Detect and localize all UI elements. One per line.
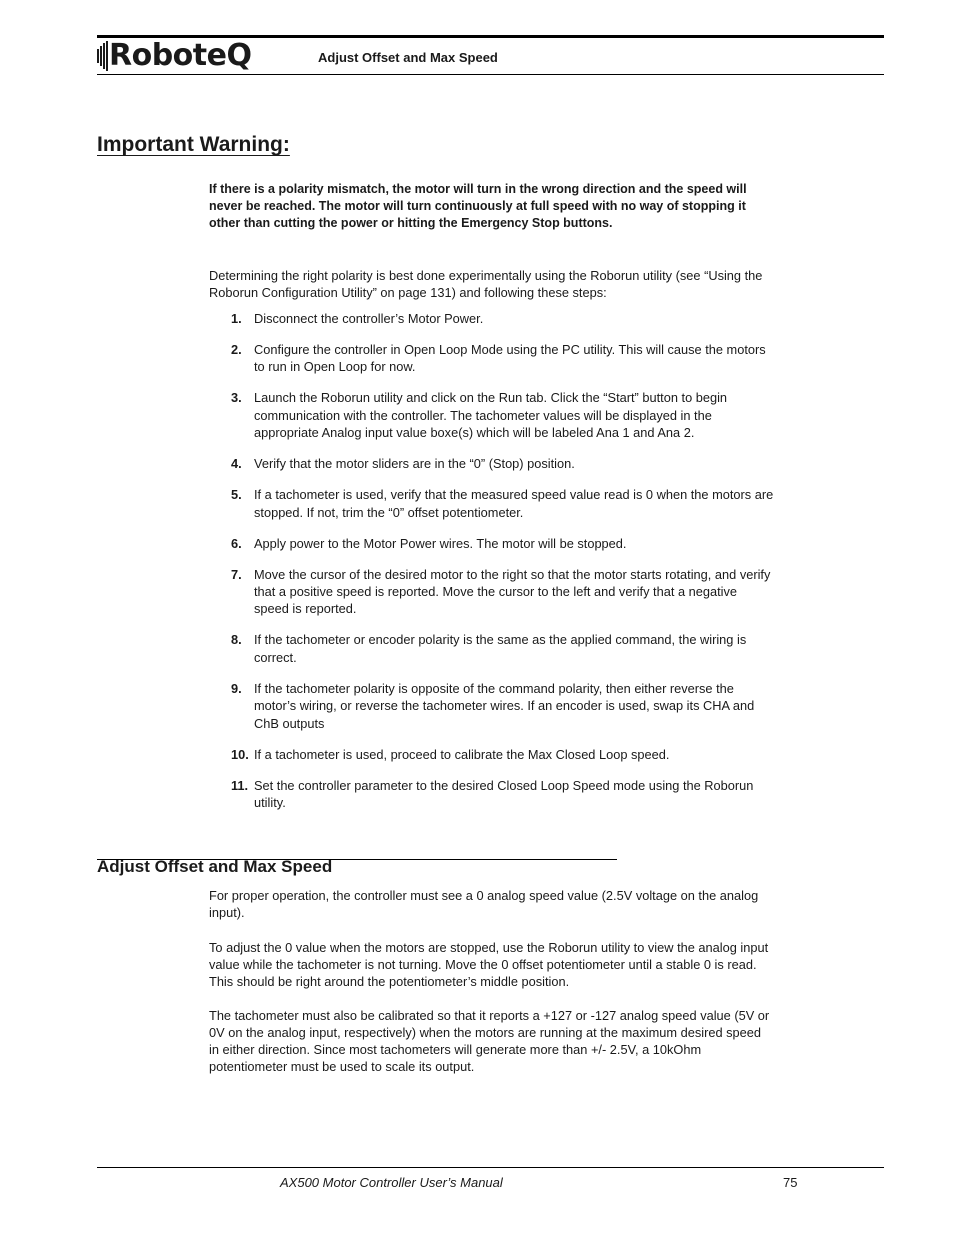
warning-text: If there is a polarity mismatch, the motor will turn in the wrong direction and the speed will never be reached. The motor will turn continuously at full speed with no way of stopping it other than cutting the power or hitting the Emergency Stop buttons. (209, 182, 747, 230)
step-number: 2. (231, 342, 242, 357)
step-text: Configure the controller in Open Loop Mode using the PC utility. This will cause the motors to run in Open Loop for now. (254, 342, 766, 375)
step-text: Move the cursor of the desired motor to the right so that the motor starts rotating, and verify that a positive speed is reported. Move the cursor to the left and verify that a negative speed is reported. (254, 566, 771, 617)
step-number: 5. (231, 487, 242, 503)
footer-manual-title: AX500 Motor Controller User’s Manual (280, 1175, 503, 1190)
footer-rule (97, 1167, 884, 1168)
section-paragraph: The tachometer must also be calibrated so that it reports a +127 or -127 analog speed value (5V or 0V on the analog input, respectively) when the motors are running at the maximum desired speed in either direction. Since most tachometers will generate more than +/- 2.5V, a 10kOhm potentiometer must be used to scale its output. (209, 1008, 770, 1074)
step-number: 7. (231, 566, 242, 582)
logo-bars-icon (97, 41, 108, 71)
list-item (209, 566, 774, 618)
list-item (209, 535, 774, 552)
logo-text: RoboteQ (109, 38, 252, 73)
header-bottom-rule (97, 74, 884, 75)
list-item (209, 389, 774, 441)
list-item (209, 486, 774, 521)
list-item (209, 631, 774, 666)
step-number: 11. (231, 777, 249, 793)
list-item (209, 310, 774, 327)
step-number: 1. (231, 311, 242, 326)
section-heading: Adjust Offset and Max Speed (97, 857, 333, 876)
intro-paragraph: Determining the right polarity is best done experimentally using the Roborun utility (see “Using the Roborun Configuration Utility” on page 131) and following these steps: (209, 268, 763, 300)
list-item (209, 341, 774, 376)
list-item (209, 777, 774, 812)
list-item (209, 680, 774, 732)
list-item (209, 455, 774, 472)
step-text: If a tachometer is used, proceed to calibrate the Max Closed Loop speed. (254, 746, 670, 762)
step-text: Verify that the motor sliders are in the “0” (Stop) position. (254, 456, 575, 472)
steps-list (209, 310, 774, 825)
step-text: Set the controller parameter to the desired Closed Loop Speed mode using the Roborun utility. (254, 777, 754, 811)
step-number: 10. (231, 746, 249, 762)
step-number: 3. (231, 390, 242, 406)
step-text: If the tachometer polarity is opposite of the command polarity, then either reverse the motor’s wiring, or reverse the tachometer wires. If an encoder is used, swap its CHA and ChB outputs (254, 680, 755, 731)
step-number: 9. (231, 680, 242, 696)
step-number: 8. (231, 632, 242, 648)
roboteq-logo (97, 40, 252, 72)
step-number: 4. (231, 456, 242, 472)
warning-heading: Important Warning: (97, 133, 290, 156)
step-text: Apply power to the Motor Power wires. The motor will be stopped. (254, 535, 627, 551)
section-paragraph: To adjust the 0 value when the motors are stopped, use the Roborun utility to view the analog input value while the tachometer is not turning. Move the 0 offset potentiometer until a stable 0 is read. This should be right around the potentiometer’s middle position. (209, 940, 769, 989)
step-text: If a tachometer is used, verify that the measured speed value read is 0 when the motors are stopped. If not, trim the “0” offset potentiometer. (254, 487, 774, 520)
step-text: If the tachometer or encoder polarity is the same as the applied command, the wiring is correct. (254, 632, 747, 665)
section-paragraph: For proper operation, the controller must see a 0 analog speed value (2.5V voltage on the analog input). (209, 888, 759, 920)
header-title: Adjust Offset and Max Speed (318, 50, 498, 65)
step-text: Disconnect the controller’s Motor Power. (254, 311, 484, 326)
step-number: 6. (231, 535, 242, 551)
page-number: 75 (783, 1175, 798, 1190)
step-text: Launch the Roborun utility and click on the Run tab. Click the “Start” button to begin communication with the controller. The tachometer values will be displayed in the appropriate Analog input value boxe(s) which will be labeled Ana 1 and Ana 2. (254, 390, 728, 441)
list-item (209, 746, 774, 763)
